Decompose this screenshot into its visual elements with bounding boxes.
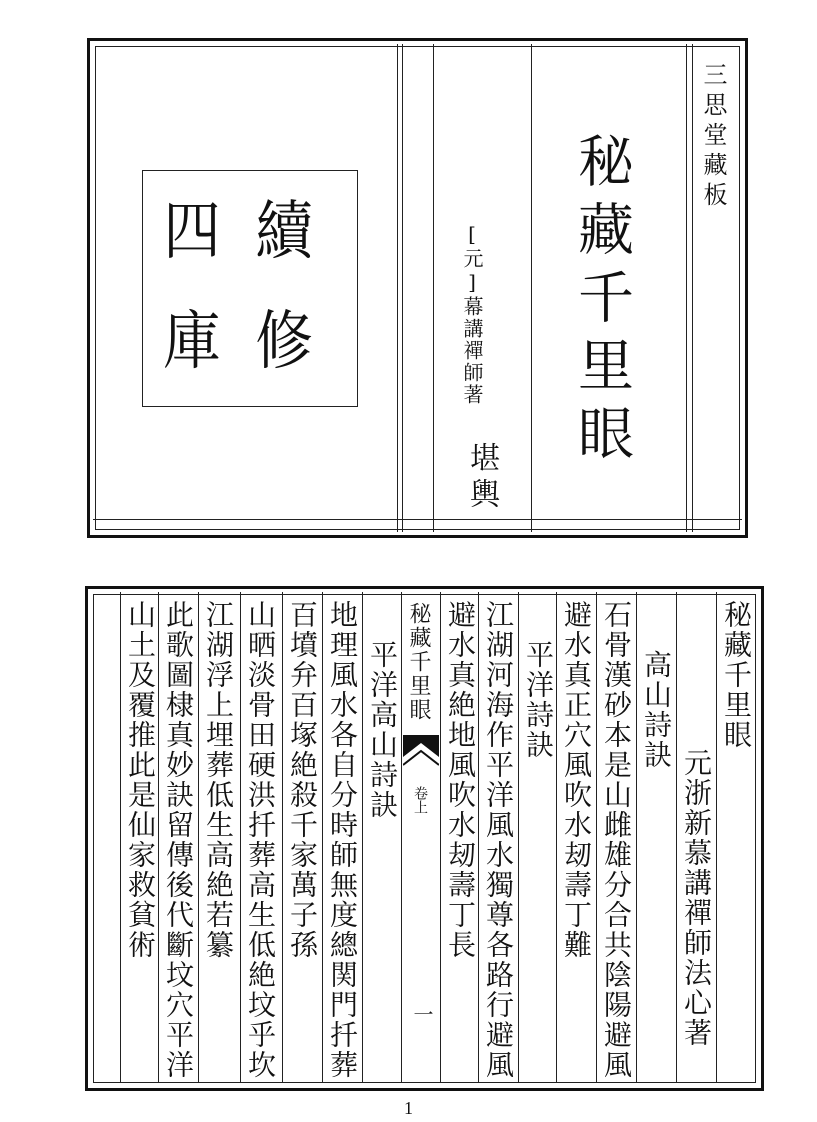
fold-fishtail-icon: [403, 735, 439, 775]
text-column-13: 此歌圖棣真妙訣留傳後代斷坟穴平洋: [162, 600, 195, 1080]
header-title: 秘藏千里眼: [720, 600, 753, 750]
author-column: 元浙新慕講禪師法心著: [680, 748, 713, 1048]
section-heading-plain-mountain: 平洋高山詩訣: [366, 640, 399, 820]
fold-rule-left: [401, 592, 402, 1083]
col-rule-7: [362, 592, 363, 1083]
book-title: 秘藏千里眼: [569, 132, 634, 472]
text-column-10: 百墳弁百塚絶殺千家萬子孫: [286, 600, 319, 960]
section-heading-mountain: 高山詩訣: [640, 650, 673, 770]
col-rule-1: [120, 592, 121, 1083]
fold-page: 一: [410, 1004, 434, 1024]
text-column-7: 避水真絶地風吹水刼壽丁長: [444, 600, 477, 960]
col-rule-13: [676, 592, 677, 1083]
seal-char-1: 續: [255, 195, 313, 269]
col-rule-14: [716, 592, 717, 1083]
page-number: 1: [404, 1098, 413, 1118]
seal-char-2: 修: [255, 305, 313, 379]
fold-volume: 卷上: [412, 786, 428, 814]
author-line: [元]幕講禪師著: [460, 222, 484, 406]
col-rule-12: [636, 592, 637, 1083]
col-rule-6: [322, 592, 323, 1083]
text-column-6: 江湖河海作平洋風水獨尊各路行避風: [482, 600, 515, 1080]
col-rule-10: [556, 592, 557, 1083]
col-rule-2: [158, 592, 159, 1083]
col-rule-5: [282, 592, 283, 1083]
fold-rule-right: [440, 592, 441, 1083]
col-rule-11: [596, 592, 597, 1083]
seal-char-4: 庫: [163, 305, 221, 379]
text-column-4: 避水真正穴風吹水刼壽丁難: [560, 600, 593, 960]
text-column-11: 山晒淡骨田硬洪扦葬高生低絶坟乎坎: [244, 600, 277, 1080]
title-divider-5: [686, 44, 687, 532]
text-column-3: 石骨漢砂本是山雌雄分合共陰陽避風: [600, 600, 633, 1080]
text-column-12: 江湖浮上埋葬低生高絶若纂: [202, 600, 235, 960]
col-rule-4: [240, 592, 241, 1083]
col-rule-3: [198, 592, 199, 1083]
title-divider-1: [397, 44, 398, 532]
text-column-14: 山土及覆推此是仙家救貧術: [124, 600, 157, 960]
fold-title: 秘藏千里眼: [406, 602, 431, 722]
category-label: 堪輿: [464, 442, 499, 514]
col-rule-9: [518, 592, 519, 1083]
title-divider-4: [531, 44, 532, 532]
section-heading-plain: 平洋詩訣: [522, 640, 555, 760]
title-divider-6: [692, 44, 693, 532]
title-bottom-rule: [93, 519, 742, 520]
title-divider-2: [402, 44, 403, 532]
text-column-9: 地理風水各自分時師無度總関門扦葬: [326, 600, 359, 1080]
title-divider-3: [433, 44, 434, 532]
seal-char-3: 四: [163, 195, 221, 269]
publisher-label: 三思堂藏板: [699, 62, 727, 212]
col-rule-8: [478, 592, 479, 1083]
